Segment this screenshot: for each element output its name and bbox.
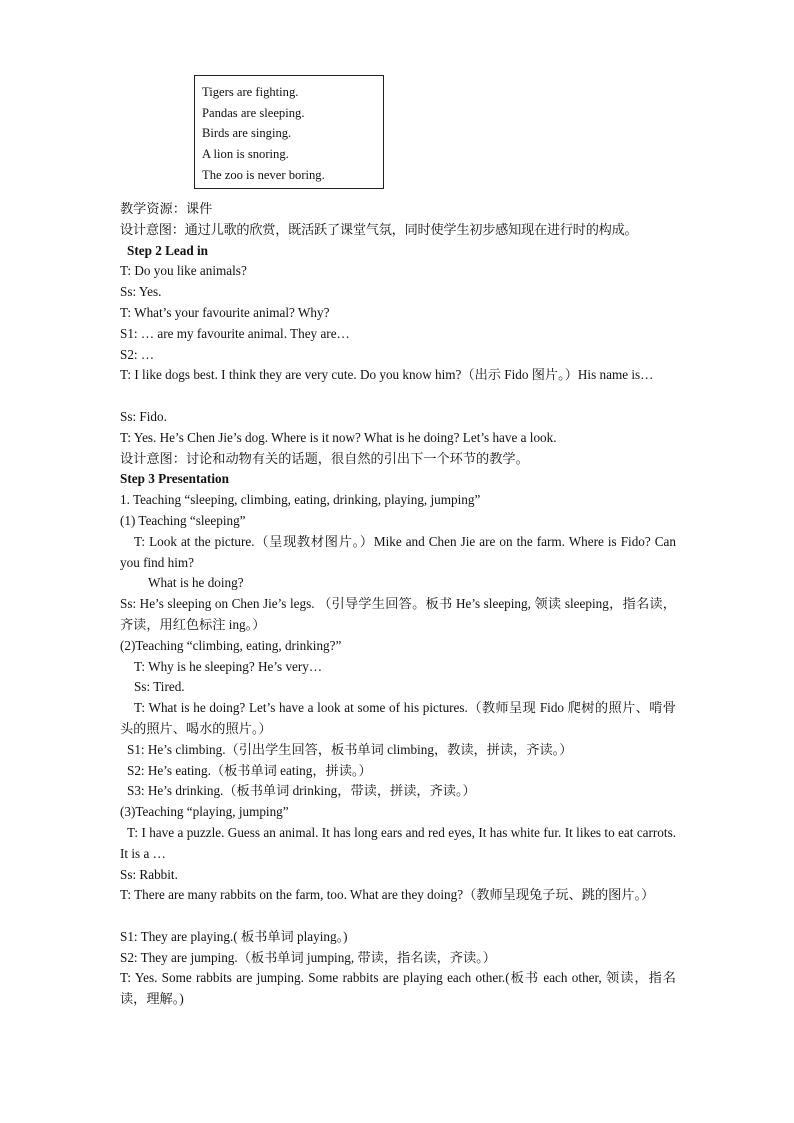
- poem-line: A lion is snoring.: [202, 147, 289, 162]
- poem-line: Pandas are sleeping.: [202, 105, 305, 120]
- poem-box: [194, 75, 384, 189]
- step-heading: Step 3 Presentation: [120, 471, 229, 487]
- poem-line: Tigers are fighting.: [202, 85, 299, 99]
- dialogue-line: S2: He’s eating.（板书单词 eating，拼读。）: [127, 762, 372, 778]
- dialogue-line: S3: He’s drinking.（板书单词 drinking，带读，拼读，齐读。）: [127, 783, 476, 799]
- dialogue-line: What is he doing?: [148, 575, 244, 591]
- dialogue-line: T: Yes. Some rabbits are jumping. Some rabbits are playing each other.(板书 each other, 领读，指名读，理解。): [120, 970, 676, 1007]
- dialogue-line: T: Look at the picture.（呈现教材图片。）Mike and Chen Jie are on the farm. Where is Fido? Can you find him?: [120, 533, 676, 570]
- dialogue-line: T: Do you like animals?: [120, 263, 247, 279]
- dialogue-line: T: I like dogs best. I think they are very cute. Do you know him?（出示 Fido 图片。）His name is…: [120, 367, 654, 383]
- dialogue-line: T: What’s your favourite animal? Why?: [120, 304, 330, 320]
- dialogue-line: S1: He’s climbing.（引出学生回答，板书单词 climbing，教读，拼读，齐读。）: [127, 741, 573, 757]
- lesson-content: [120, 199, 676, 1010]
- dialogue-line: Ss: Yes.: [120, 284, 162, 300]
- dialogue-line: T: Why is he sleeping? He’s very…: [134, 658, 323, 674]
- dialogue-line: Ss: Fido.: [120, 408, 167, 424]
- section-heading: (3)Teaching “playing, jumping”: [120, 804, 289, 820]
- dialogue-line: S2: …: [120, 346, 155, 362]
- step-heading: Step 2 Lead in: [127, 242, 208, 258]
- design-intent: 设计意图：讨论和动物有关的话题，很自然的引出下一个环节的教学。: [120, 450, 529, 466]
- dialogue-line: S2: They are jumping.（板书单词 jumping, 带读，指名读，齐读。）: [120, 949, 496, 965]
- dialogue-line: T: There are many rabbits on the farm, too. What are they doing?（教师呈现兔子玩、跳的图片。）: [120, 887, 655, 903]
- dialogue-line: Ss: Tired.: [134, 679, 185, 695]
- dialogue-line: T: I have a puzzle. Guess an animal. It has long ears and red eyes, It has white fur. It likes to eat carrots. It is a …: [120, 824, 676, 861]
- design-intent: 设计意图：通过儿歌的欣赏，既活跃了课堂气氛，同时使学生初步感知现在进行时的构成。: [120, 221, 638, 237]
- dialogue-line: S1: … are my favourite animal. They are…: [120, 325, 350, 341]
- section-heading: 1. Teaching “sleeping, climbing, eating, drinking, playing, jumping”: [120, 492, 481, 508]
- section-heading: (2)Teaching “climbing, eating, drinking?”: [120, 637, 342, 653]
- dialogue-line: T: What is he doing? Let’s have a look at some of his pictures.（教师呈现 Fido 爬树的照片、啃骨头的照片、喝水的照片。）: [120, 700, 676, 736]
- dialogue-line: S1: They are playing.( 板书单词 playing。): [120, 928, 348, 944]
- poem-line: Birds are singing.: [202, 126, 292, 141]
- section-heading: (1) Teaching “sleeping”: [120, 512, 246, 528]
- dialogue-line: Ss: He’s sleeping on Chen Jie’s legs. （引导学生回答。板书 He’s sleeping, 领读 sleeping，指名读，齐读，用红色标注 ing。）: [120, 596, 676, 632]
- dialogue-line: Ss: Rabbit.: [120, 866, 178, 882]
- poem-line: The zoo is never boring.: [202, 167, 325, 182]
- dialogue-line: T: Yes. He’s Chen Jie’s dog. Where is it now? What is he doing? Let’s have a look.: [120, 429, 557, 445]
- teaching-resources: 教学资源：课件: [120, 201, 213, 216]
